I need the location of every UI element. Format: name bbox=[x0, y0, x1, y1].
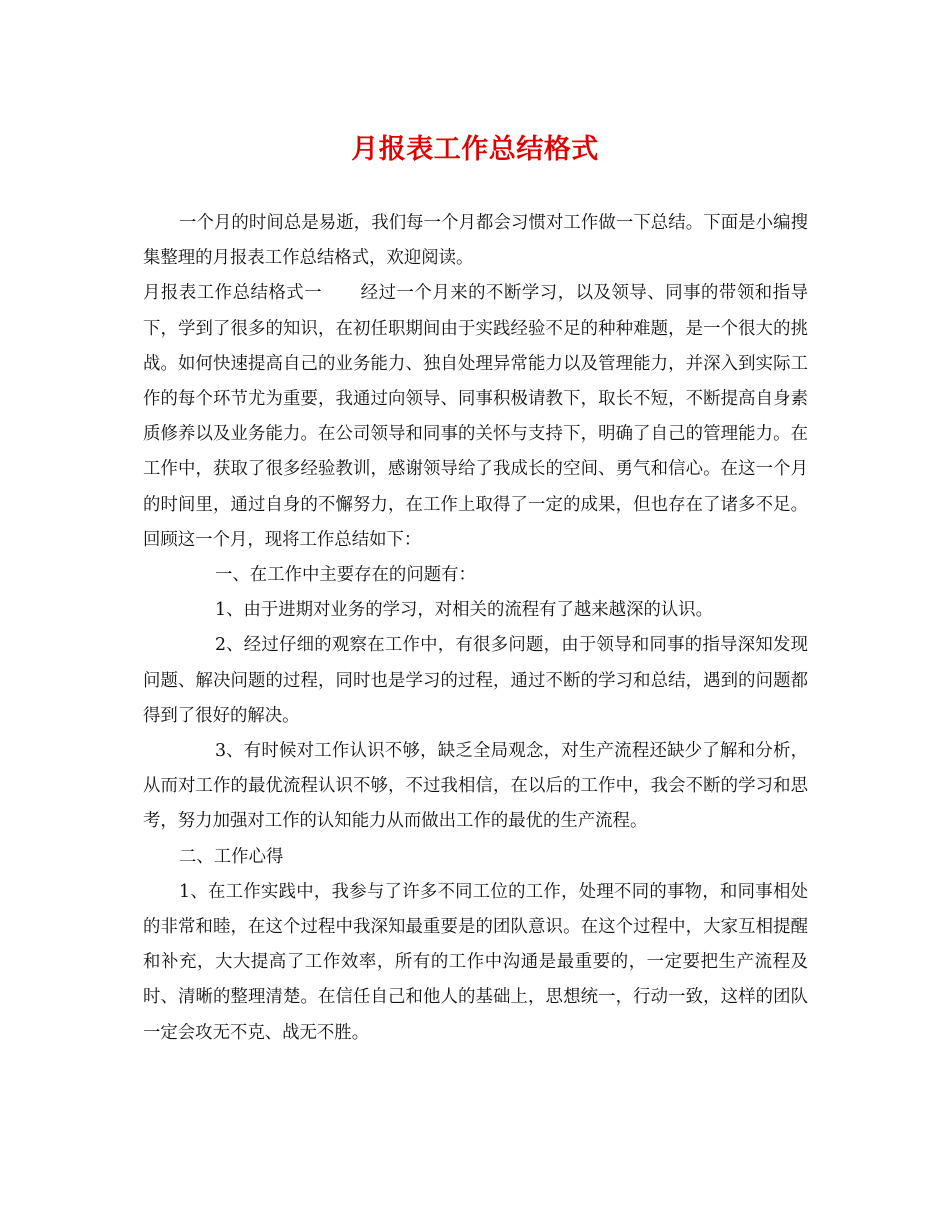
insights-heading: 二、工作心得 bbox=[179, 846, 284, 867]
problem-item bbox=[143, 628, 808, 734]
section-heading: 月报表工作总结格式一 bbox=[143, 283, 323, 304]
problem-item-number: 1、 bbox=[215, 600, 244, 621]
problem-item-text: 经过仔细的观察在工作中，有很多问题，由于领导和同事的指导深知发现问题、解决问题的过程，同时也是学习的过程，通过不断的学习和总结，遇到的问题都得到了很好的解决。 bbox=[143, 635, 808, 726]
problem-item bbox=[143, 734, 808, 840]
intro-paragraph: 一个月的时间总是易逝，我们每一个月都会习惯对工作做一下总结。下面是小编搜集整理的月报表工作总结格式，欢迎阅读。 bbox=[143, 213, 808, 269]
document-body bbox=[143, 206, 808, 1051]
problem-item-text: 由于进期对业务的学习，对相关的流程有了越来越深的认识。 bbox=[243, 600, 714, 621]
section-paragraph-text: 经过一个月来的不断学习，以及领导、同事的带领和指导下，学到了很多的知识，在初任职期间由于实践经验不足的种种难题，是一个很大的挑战。如何快速提高自己的业务能力、独自处理异常能力以及管理能力，并深入到实际工作的每个环节尤为重要，我通过向领导、同事积极请教下，取长不短，不断提高自身素质修养以及业务能力。在公司领导和同事的关怀与支持下，明确了自己的管理能力。在工作中，获取了很多经验教训，感谢领导给了我成长的空间、勇气和信心。在这一个月的时间里，通过自身的不懈努力，在工作上取得了一定的成果，但也存在了诸多不足。回顾这一个月，现将工作总结如下： bbox=[143, 283, 808, 550]
insight-paragraph: 1、在工作实践中，我参与了许多不同工位的工作，处理不同的事物，和同事相处的非常和睦，在这个过程中我深知最重要是的团队意识。在这个过程中，大家互相提醒和补充，大大提高了工作效率，所有的工作中沟通是最重要的，一定要把生产流程及时、清晰的整理清楚。在信任自己和他人的基础上，思想统一，行动一致，这样的团队一定会攻无不克、战无不胜。 bbox=[143, 881, 808, 1043]
problem-item-number: 3、 bbox=[215, 741, 244, 762]
problems-heading-text: 在工作中主要存在的问题有： bbox=[249, 565, 476, 586]
document-title: 月报表工作总结格式 bbox=[351, 134, 599, 165]
problem-item-text: 有时候对工作认识不够，缺乏全局观念，对生产流程还缺少了解和分析，从而对工作的最优流程认识不够，不过我相信，在以后的工作中，我会不断的学习和思考，努力加强对工作的认知能力从而做出工作的最优的生产流程。 bbox=[143, 741, 808, 832]
problem-item bbox=[143, 593, 808, 628]
problem-item-number: 2、 bbox=[215, 635, 244, 656]
problems-heading bbox=[143, 558, 808, 593]
section-paragraph bbox=[143, 276, 808, 558]
problems-heading-number: 一、 bbox=[215, 565, 250, 586]
